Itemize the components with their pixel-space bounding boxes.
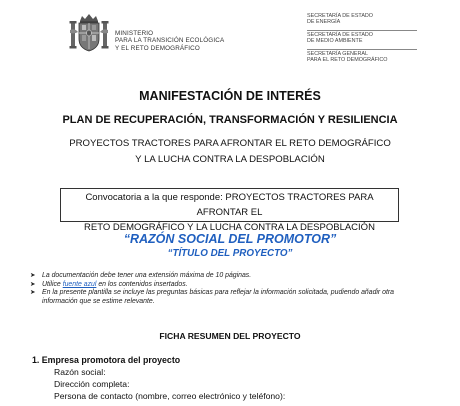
field-direccion[interactable]: Dirección completa: xyxy=(54,379,130,389)
secretaria-energia xyxy=(307,13,417,26)
coat-of-arms-icon xyxy=(68,12,110,54)
field-persona-contacto[interactable]: Persona de contacto (nombre, correo electrónico y teléfono): xyxy=(54,391,286,401)
secretaria-line: DE MEDIO AMBIENTE xyxy=(307,38,363,45)
section-1-title: 1. Empresa promotora del proyecto xyxy=(32,355,181,365)
document-title: MANIFESTACIÓN DE INTERÉS xyxy=(139,89,321,103)
program-line: PROYECTOS TRACTORES PARA AFRONTAR EL RETO DEMOGRÁFICO xyxy=(69,138,391,149)
ministry-line: Y EL RETO DEMOGRÁFICO xyxy=(115,44,200,52)
secretaria-line: PARA EL RETO DEMOGRÁFICO xyxy=(307,57,388,64)
convocatoria-box xyxy=(60,188,399,233)
ministry-line: MINISTERIO xyxy=(115,30,154,37)
instruction-text: Utilice xyxy=(42,280,63,288)
program-line: Y LA LUCHA CONTRA LA DESPOBLACIÓN xyxy=(135,154,325,165)
instruction-item xyxy=(30,289,430,306)
instructions-list xyxy=(30,272,430,306)
secretaria-line: SECRETARÍA GENERAL xyxy=(307,50,369,57)
convocatoria-line: RETO DEMOGRÁFICO Y LA LUCHA CONTRA LA DESPOBLACIÓN xyxy=(84,222,375,233)
instruction-item xyxy=(30,272,430,281)
secretaria-reto-demografico xyxy=(307,49,417,64)
secretarias-block xyxy=(307,13,417,67)
razon-social-placeholder: “RAZÓN SOCIAL DEL PROMOTOR” xyxy=(123,232,337,246)
document-subtitle: PLAN DE RECUPERACIÓN, TRANSFORMACIÓN Y RESILIENCIA xyxy=(62,114,398,126)
secretaria-line: SECRETARÍA DE ESTADO xyxy=(307,31,373,38)
program-heading xyxy=(0,136,460,168)
instruction-text: La documentación debe tener una extensión máxima de 10 páginas. xyxy=(42,272,252,279)
instruction-text: en los contenidos insertados. xyxy=(96,280,188,288)
titulo-proyecto-placeholder: “TÍTULO DEL PROYECTO” xyxy=(167,248,293,259)
secretaria-line: SECRETARÍA DE ESTADO xyxy=(307,13,373,19)
fuente-azul-link[interactable]: fuente azul xyxy=(62,280,97,288)
arrow-bullet-icon: ➤ xyxy=(30,280,36,288)
secretaria-medio-ambiente xyxy=(307,30,417,45)
ministry-line: PARA LA TRANSICIÓN ECOLÓGICA xyxy=(115,37,225,45)
convocatoria-line: Convocatoria a la que responde: PROYECTOS TRACTORES PARA AFRONTAR EL xyxy=(85,192,374,218)
instruction-text: En la presente plantilla se incluye las preguntas básicas para reflejar la información solicitada, pudiendo añadir otra información que se estime relevante. xyxy=(42,289,395,305)
instruction-item xyxy=(30,281,430,290)
section-1-fields xyxy=(54,366,285,402)
ficha-resumen-heading: FICHA RESUMEN DEL PROYECTO xyxy=(159,331,301,341)
ministry-name xyxy=(115,30,224,52)
arrow-bullet-icon: ➤ xyxy=(30,289,36,296)
secretaria-line: DE ENERGÍA xyxy=(307,19,341,26)
field-razon-social[interactable]: Razón social: xyxy=(54,367,106,377)
arrow-bullet-icon: ➤ xyxy=(30,272,36,279)
